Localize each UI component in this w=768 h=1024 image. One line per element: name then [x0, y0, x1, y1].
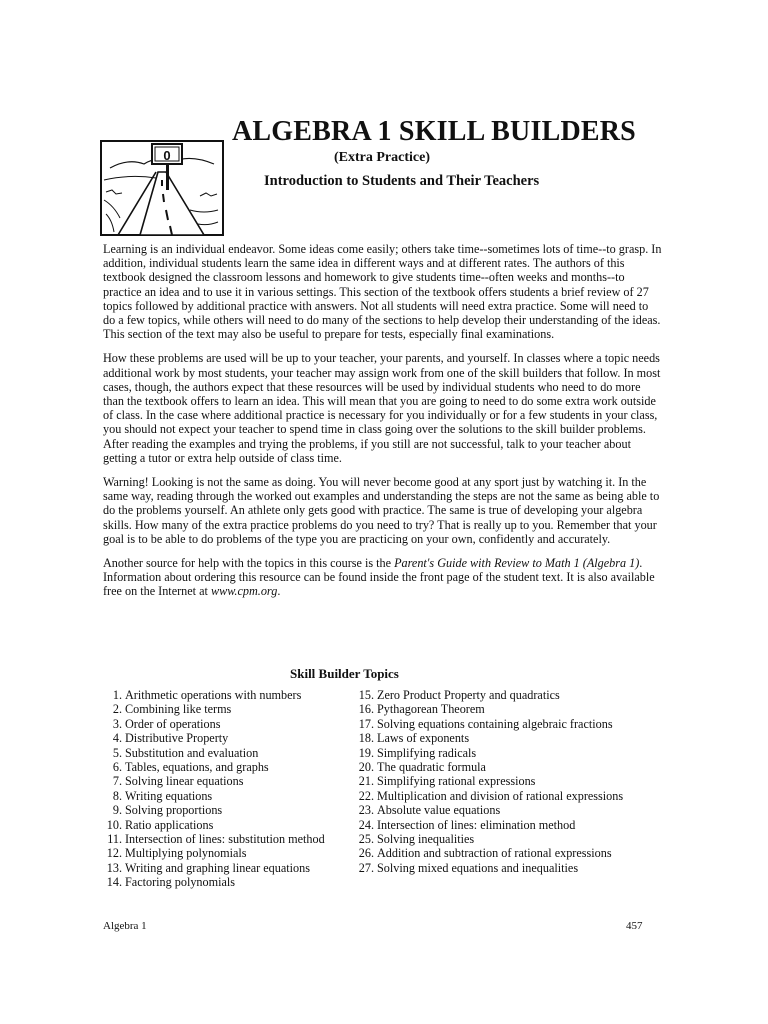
topic-label: Solving linear equations	[125, 774, 244, 789]
topic-item	[355, 717, 665, 731]
topic-number: 24.	[358, 817, 374, 832]
topics-heading: Skill Builder Topics	[290, 666, 399, 681]
topic-label: Combining like terms	[125, 702, 232, 717]
paragraph-4-start: Another source for help with the topics in this course is the	[103, 556, 395, 571]
sign-number: 0	[163, 148, 171, 163]
topic-number: 26.	[358, 846, 374, 861]
topic-item	[103, 774, 353, 788]
topic-item	[103, 731, 353, 745]
topic-number: 22.	[358, 788, 374, 803]
topic-label: Multiplying polynomials	[125, 846, 247, 861]
topic-number: 13.	[106, 860, 122, 875]
paragraph-2: How these problems are used will be up to your teacher, your parents, and yourself. In classes where a topic needs additional work by most students, your teacher may assign work from one of the skill builders that follow. In most cases, though, the authors expect that these resources will be used by individual students who need to do more than the textbook offers to learn an idea. This will mean that you are going to need to do some extra work outside of class. In the case where additional practice is necessary for you individually or for a few students in your class, you should not expect your teacher to spend time in class going over the solutions to the skill builder problems. After reading the examples and trying the problems, if you still are not successful, talk to your teacher about getting a tutor or extra help outside of class time.	[103, 351, 661, 465]
topic-item	[355, 803, 665, 817]
topic-number: 16.	[358, 702, 374, 717]
topic-number: 7.	[112, 774, 122, 789]
topic-label: Distributive Property	[125, 731, 229, 746]
topic-number: 9.	[112, 803, 122, 818]
topic-item	[103, 846, 353, 860]
topic-label: Intersection of lines: elimination method	[377, 817, 576, 832]
topic-label: Substitution and evaluation	[125, 745, 259, 760]
topic-item	[103, 818, 353, 832]
topic-number: 6.	[112, 760, 122, 775]
page-title: ALGEBRA 1 SKILL BUILDERS	[232, 116, 636, 147]
topic-item	[355, 746, 665, 760]
topic-item	[103, 688, 353, 702]
topic-item	[355, 760, 665, 774]
topic-item	[355, 789, 665, 803]
topic-label: Laws of exponents	[377, 731, 470, 746]
topic-number: 14.	[106, 875, 122, 890]
topic-label: Intersection of lines: substitution method	[125, 832, 325, 847]
topic-number: 23.	[358, 803, 374, 818]
body-text	[103, 242, 663, 609]
topic-label: Solving mixed equations and inequalities	[377, 860, 579, 875]
topic-label: Factoring polynomials	[125, 875, 236, 890]
topic-label: Order of operations	[125, 716, 221, 731]
topic-number: 15.	[358, 688, 374, 702]
topic-number: 20.	[358, 760, 374, 775]
topic-item	[103, 832, 353, 846]
page-subtitle: (Extra Practice)	[334, 150, 430, 165]
footer-course: Algebra 1	[103, 920, 147, 932]
topic-number: 2.	[112, 702, 122, 717]
topic-number: 10.	[106, 817, 122, 832]
topic-label: Simplifying radicals	[377, 745, 477, 760]
topic-item	[355, 731, 665, 745]
topic-item	[103, 702, 353, 716]
topic-item	[355, 774, 665, 788]
topic-number: 19.	[358, 745, 374, 760]
topic-label: Ratio applications	[125, 817, 214, 832]
topic-label: Tables, equations, and graphs	[125, 760, 269, 775]
topic-number: 27.	[358, 860, 374, 875]
topic-number: 4.	[112, 731, 122, 746]
topic-number: 8.	[112, 788, 122, 803]
topic-label: Addition and subtraction of rational expressions	[377, 846, 612, 861]
topic-label: Writing equations	[125, 788, 213, 803]
topic-number: 21.	[358, 774, 374, 789]
topic-item	[103, 789, 353, 803]
topic-number: 11.	[107, 832, 122, 847]
topic-item	[355, 861, 665, 875]
paragraph-3: Warning! Looking is not the same as doing. You will never become good at any sport just by watching it. In the same way, reading through the worked out examples and understanding the steps are not the same as being able to do the problems yourself. An athlete only gets good with practice. The same is true of developing your algebra skills. How many of the extra practice problems do you need to try? That is really up to you. Remember that your goal is to be able to do problems of the type you are practicing on your own, confidently and accurately.	[103, 475, 660, 546]
topic-item	[355, 818, 665, 832]
topic-number: 3.	[112, 716, 122, 731]
topic-item	[103, 875, 353, 889]
topic-item	[103, 746, 353, 760]
paragraph-1: Learning is an individual endeavor. Some ideas come easily; others take time--sometimes lots of time--to grasp. In addition, individual students learn the same idea in different ways and at different rates. The authors of this textbook designed the classroom lessons and homework to give students time--often weeks and months--to practice an idea and to use it in various settings. This section of the textbook offers students a brief review of 27 topics followed by additional practice with answers. Not all students will need extra practice. Some will need to do a few topics, while others will need to do many of the sections to help develop their understanding of the ideas. This section of the text may also be useful to prepare for tests, especially final examinations.	[103, 242, 662, 342]
topic-item	[103, 760, 353, 774]
topic-number: 1.	[112, 688, 122, 702]
topic-item	[103, 861, 353, 875]
topic-label: Writing and graphing linear equations	[125, 860, 310, 875]
road-sign-illustration	[100, 140, 224, 236]
topic-label: Zero Product Property and quadratics	[377, 688, 560, 702]
topic-label: The quadratic formula	[377, 760, 486, 775]
topic-label: Multiplication and division of rational expressions	[377, 788, 624, 803]
page-number: 457	[626, 920, 643, 932]
topic-item	[103, 717, 353, 731]
topic-number: 17.	[358, 716, 374, 731]
paragraph-4-end: .	[277, 584, 281, 599]
topics-list-right	[355, 688, 665, 875]
topic-number: 5.	[112, 745, 122, 760]
topic-label: Arithmetic operations with numbers	[125, 688, 302, 702]
topic-label: Solving equations containing algebraic fractions	[377, 716, 613, 731]
topic-label: Absolute value equations	[377, 803, 501, 818]
topic-label: Pythagorean Theorem	[377, 702, 485, 717]
topic-number: 18.	[358, 731, 374, 746]
topic-item	[355, 688, 665, 702]
topic-number: 25.	[358, 832, 374, 847]
topic-item	[103, 803, 353, 817]
paragraph-4	[103, 556, 663, 599]
topic-item	[355, 832, 665, 846]
paragraph-4-middle: . Information about ordering this resource can be found inside the front page of the student text. It is also available free on the Internet at	[103, 556, 655, 599]
topic-item	[355, 846, 665, 860]
intro-heading: Introduction to Students and Their Teachers	[264, 173, 540, 189]
topic-item	[355, 702, 665, 716]
topics-list-left	[103, 688, 353, 890]
topic-label: Solving inequalities	[377, 832, 475, 847]
topic-label: Solving proportions	[125, 803, 223, 818]
parents-guide-title: Parent's Guide with Review to Math 1 (Algebra 1)	[394, 556, 640, 571]
website-link[interactable]: www.cpm.org	[210, 584, 278, 599]
topic-label: Simplifying rational expressions	[377, 774, 536, 789]
topic-number: 12.	[106, 846, 122, 861]
